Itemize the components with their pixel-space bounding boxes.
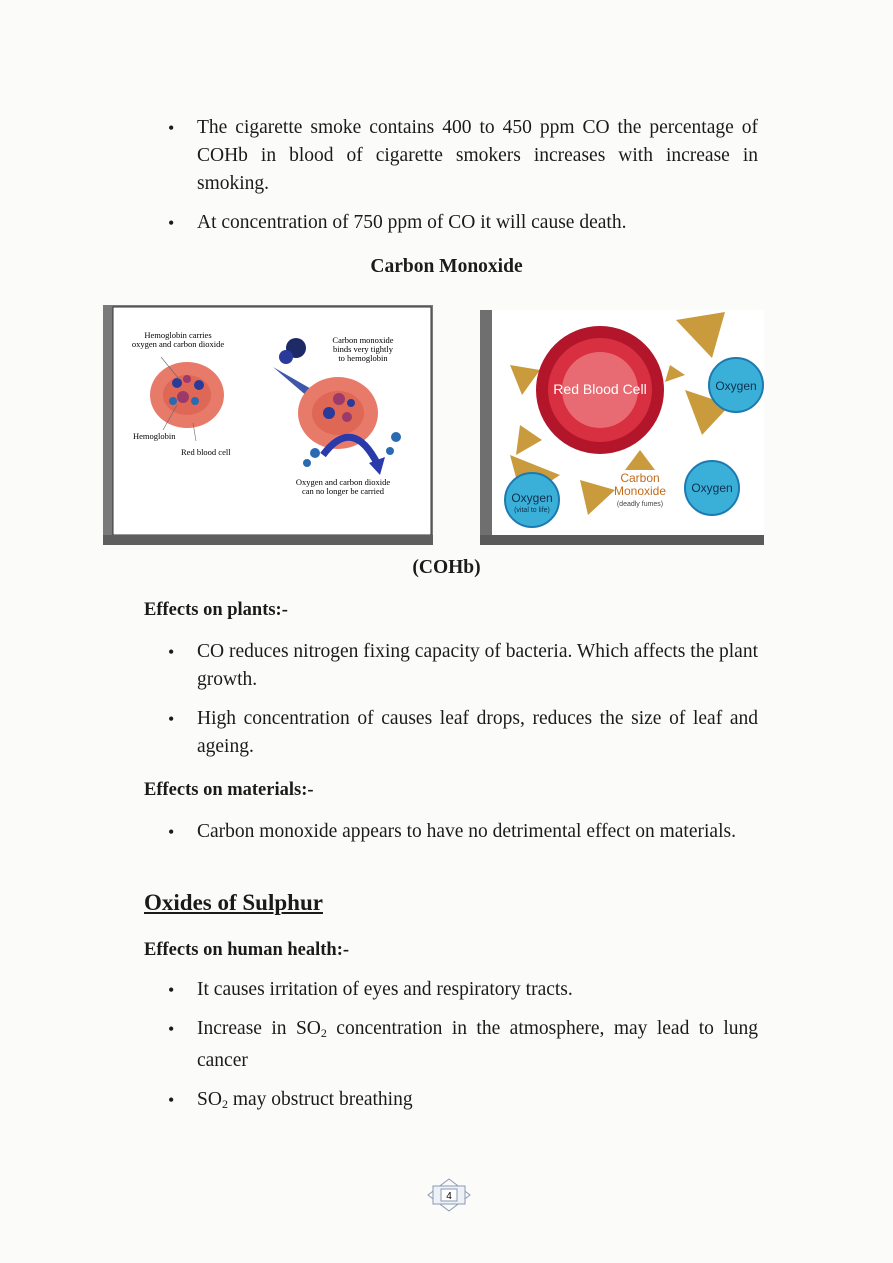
intro-bullet-list	[168, 114, 758, 248]
hemoglobin-diagram	[103, 305, 433, 545]
rbc-label: Red Blood Cell	[553, 381, 647, 397]
label-carries-1: Hemoglobin carries	[144, 330, 212, 340]
co-sub-label: (deadly fumes)	[616, 501, 664, 508]
list-item: • High concentration of causes leaf drops, reduces the size of leaf and ageing.	[168, 705, 758, 761]
label-carried-1: Oxygen and carbon dioxide	[295, 477, 391, 487]
human-health-heading: Effects on human health:-	[144, 940, 350, 960]
list-item: • It causes irritation of eyes and respiratory tracts.	[168, 976, 758, 1004]
sulphur-section-title: Oxides of Sulphur	[144, 890, 323, 915]
label-carried-2: can no longer be carried	[301, 486, 385, 496]
oxygen-vital-label: (vital to life)	[514, 507, 550, 514]
co-label-2: Monoxide	[613, 484, 667, 498]
label-carries-2: oxygen and carbon dioxide	[131, 339, 225, 349]
list-item: • Carbon monoxide appears to have no detrimental effect on materials.	[168, 818, 758, 846]
list-item: • The cigarette smoke contains 400 to 450 ppm CO the percentage of COHb in blood of cigarette smokers increases with increase in smoking.	[168, 114, 758, 198]
label-binds-2: binds very tightly	[333, 344, 393, 354]
label-binds-1: Carbon monoxide	[332, 335, 394, 345]
oxygen-label-3: Oxygen	[511, 491, 553, 505]
red-blood-cell-diagram	[480, 310, 764, 545]
label-rbc: Red blood cell	[181, 447, 231, 457]
materials-bullet-list	[168, 818, 758, 857]
list-item: • Increase in $SO_2$ concentration in the atmosphere, may lead to lung cancer	[168, 1015, 758, 1075]
label-binds-3: to hemoglobin	[338, 353, 388, 363]
page-number-badge	[427, 1178, 471, 1212]
figure-title: Carbon Monoxide	[370, 256, 523, 277]
oxygen-label-2: Oxygen	[691, 481, 733, 495]
list-item: • At concentration of 750 ppm of CO it will cause death.	[168, 209, 758, 237]
list-item: • CO reduces nitrogen fixing capacity of bacteria. Which affects the plant growth.	[168, 638, 758, 694]
page-number: 4	[446, 1191, 452, 1202]
materials-heading: Effects on materials:-	[144, 780, 314, 800]
list-item: • $SO_2$ may obstruct breathing	[168, 1086, 758, 1118]
sulphur-bullet-list	[168, 976, 758, 1129]
co-label-1: Carbon	[620, 471, 660, 485]
label-hemoglobin: Hemoglobin	[133, 431, 176, 441]
oxygen-label-1: Oxygen	[715, 379, 757, 393]
plants-heading: Effects on plants:-	[144, 600, 288, 620]
figure-caption: (COHb)	[412, 557, 481, 578]
plants-bullet-list	[168, 638, 758, 772]
